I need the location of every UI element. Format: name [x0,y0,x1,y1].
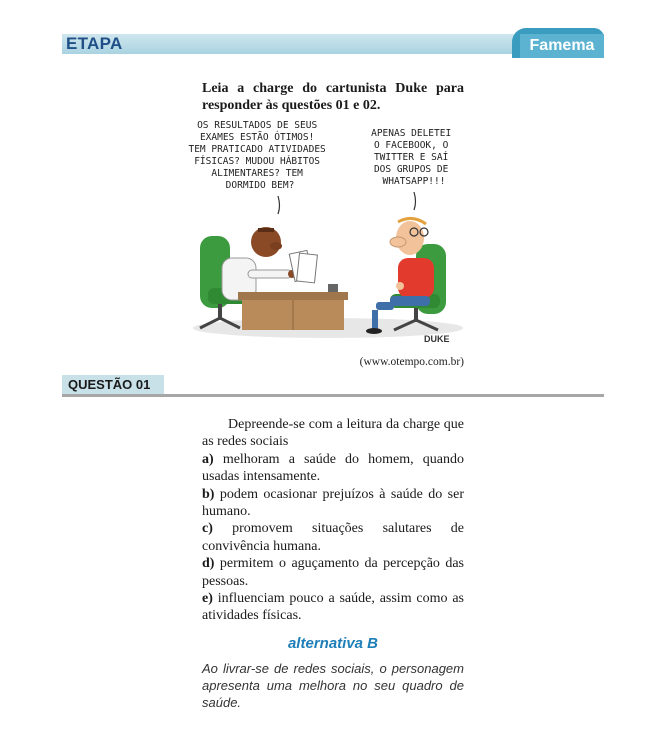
bubble-left-tail [278,196,280,214]
bubble-left-line: EXAMES ESTÃO ÓTIMOS! [199,132,315,143]
alternative-letter: d) [202,556,215,572]
alternative-b [202,486,464,521]
alternative-text: promovem situações salutares de convivência humana. [202,521,464,554]
bubble-right [371,128,457,187]
header-etapa-label: ETAPA [66,34,123,53]
alternative-a [202,451,464,486]
alternative-c [202,520,464,555]
header-bar [62,34,532,54]
alternative-text: melhoram a saúde do homem, quando usadas intensamente. [202,451,465,485]
bubble-right-line: WHATSAPP!!! [382,176,446,187]
alternative-text: permitem o aguçamento da percepção das pessoas. [202,556,465,589]
page-header [62,28,602,58]
bubble-right-tail [414,192,416,210]
bubble-left-line: TEM PRATICADO ATIVIDADES [188,144,326,155]
alternative-text: podem ocasionar prejuízos à saúde do ser humano. [202,486,464,520]
cartoon-signature: DUKE [424,334,450,344]
bubble-right-line: TWITTER E SAÍ [373,152,449,163]
bubble-right-line: DOS GRUPOS DE [373,164,449,175]
alternative-letter: c) [202,521,213,537]
cartoon-source: (www.otempo.com.br) [359,356,464,368]
bubble-right-line: APENAS DELETEI [371,128,452,139]
question-divider [62,394,604,397]
bubble-left-line: FÍSICAS? MUDOU HÁBITOS [194,156,321,167]
alternative-d [202,555,464,590]
doctor-figure [222,227,296,300]
question-body [202,416,464,625]
alternative-letter: b) [202,486,215,502]
intro-text: Leia a charge do cartunista Duke para responder às questões 01 e 02. [202,81,464,113]
patient-figure [366,218,434,334]
alternative-e [202,590,464,625]
answer-title: alternativa B [287,635,379,652]
question-label: QUESTÃO 01 [62,375,164,395]
alternative-text: influenciam pouco a saúde, assim como as atividades físicas. [202,591,464,624]
exam-papers [289,250,317,282]
bubble-left-line: ALIMENTARES? TEM [211,168,303,179]
alternative-letter: a) [202,451,214,467]
header-famema-label: Famema [529,37,595,54]
bubble-left [188,120,331,191]
bubble-left-line: DORMIDO BEM? [225,180,295,191]
bubble-right-line: O FACEBOOK, O [373,140,449,151]
answer-explanation: Ao livrar-se de redes sociais, o personagem apresenta uma melhora no seu quadro de saúde. [202,661,464,710]
cartoon-illustration [178,118,468,350]
alternative-letter: e) [202,591,213,607]
bubble-left-line: OS RESULTADOS DE SEUS [197,120,318,131]
question-stem: Depreende-se com a leitura da charge que as redes sociais [202,417,464,450]
